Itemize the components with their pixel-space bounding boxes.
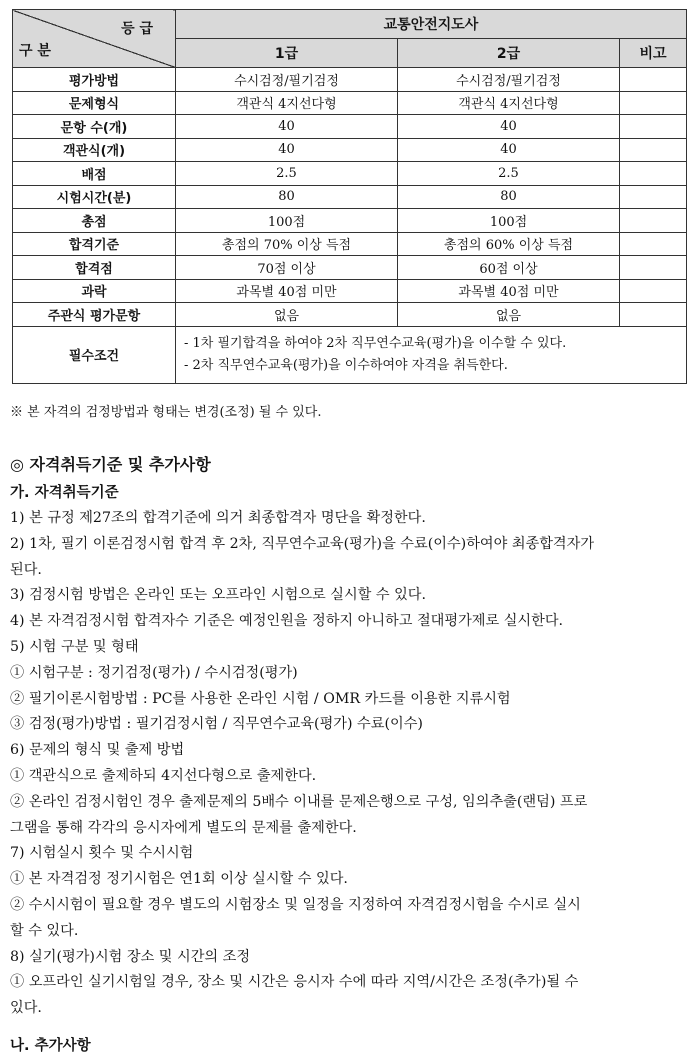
grade-2-cell: 2.5 (398, 162, 620, 186)
list-item: ② 필기이론시험방법 : PC를 사용한 온라인 시험 / OMR 카드를 이용한 지류시험 (10, 690, 511, 707)
row-label: 객관식(개) (13, 138, 176, 162)
grade-2-cell: 100점 (398, 209, 620, 233)
row-label: 배점 (13, 162, 176, 186)
required-condition-line: - 2차 직무연수교육(평가)을 이수하여야 자격을 취득한다. (184, 357, 508, 373)
grade-1-cell: 객관식 4지선다형 (176, 91, 398, 115)
grade-1-cell: 40 (176, 115, 398, 139)
list-item: 1) 본 규정 제27조의 합격기준에 의거 최종합격자 명단을 확정한다. (10, 510, 426, 526)
row-label: 평가방법 (13, 68, 176, 92)
grade-1-cell: 2.5 (176, 162, 398, 186)
table-row (13, 68, 687, 92)
list-item: 할 수 있다. (10, 922, 79, 939)
list-item: ② 수시시험이 필요할 경우 별도의 시험장소 및 일정을 지정하여 자격검정시험을 수시로 실시 (10, 896, 581, 913)
list-item: 된다. (10, 561, 42, 578)
table-row (13, 256, 687, 280)
row-label: 주관식 평가문항 (13, 303, 176, 327)
grade-2-cell: 80 (398, 185, 620, 209)
required-condition-line: - 1차 필기합격을 하여야 2차 직무연수교육(평가)을 이수할 수 있다. (184, 335, 567, 351)
list-item: ① 오프라인 실기시험일 경우, 장소 및 시간은 응시자 수에 따라 지역/시간은 조정(추가)될 수 (10, 974, 579, 991)
qualification-group-header: 교통안전지도사 (176, 10, 687, 39)
category-header-label: 구 분 (19, 43, 51, 59)
grade-1-cell: 총점의 70% 이상 득점 (176, 232, 398, 256)
remarks-header: 비고 (620, 39, 687, 68)
table-row (13, 232, 687, 256)
grade-2-cell: 총점의 60% 이상 득점 (398, 232, 620, 256)
remarks-cell (620, 232, 687, 256)
remarks-cell (620, 162, 687, 186)
table-row (13, 91, 687, 115)
grade-1-cell: 과목별 40점 미만 (176, 279, 398, 303)
grade-1-cell: 70점 이상 (176, 256, 398, 280)
required-conditions-cell (176, 326, 687, 383)
row-label: 합격기준 (13, 232, 176, 256)
grade-2-cell: 수시검정/필기검정 (398, 68, 620, 92)
row-label: 합격점 (13, 256, 176, 280)
list-item: 8) 실기(평가)시험 장소 및 시간의 조정 (10, 948, 251, 965)
table-row (13, 115, 687, 139)
grade-1-cell: 40 (176, 138, 398, 162)
remarks-cell (620, 279, 687, 303)
exam-grade-table (12, 9, 687, 384)
remarks-cell (620, 303, 687, 327)
table-row (13, 303, 687, 327)
grade-1-cell: 수시검정/필기검정 (176, 68, 398, 92)
grade-2-cell: 객관식 4지선다형 (398, 91, 620, 115)
grade-1-cell: 없음 (176, 303, 398, 327)
remarks-cell (620, 68, 687, 92)
list-item: 그램을 통해 각각의 응시자에게 별도의 문제를 출제한다. (10, 819, 357, 836)
grade-1-cell: 100점 (176, 209, 398, 233)
table-row-required (13, 326, 687, 383)
remarks-cell (620, 209, 687, 233)
row-label: 필수조건 (13, 326, 176, 383)
grade-2-header: 2급 (398, 39, 620, 68)
table-row (13, 209, 687, 233)
row-label: 문제형식 (13, 91, 176, 115)
list-item: ① 본 자격검정 정기시험은 연1회 이상 실시할 수 있다. (10, 871, 348, 888)
grade-2-cell: 40 (398, 115, 620, 139)
criteria-list (10, 506, 692, 1022)
remarks-cell (620, 91, 687, 115)
remarks-cell (620, 138, 687, 162)
grade-1-cell: 80 (176, 185, 398, 209)
grade-2-cell: 과목별 40점 미만 (398, 279, 620, 303)
list-item: ① 시험구분 : 정기검정(평가) / 수시검정(평가) (10, 664, 298, 681)
grade-2-cell: 없음 (398, 303, 620, 327)
list-item: ② 온라인 검정시험인 경우 출제문제의 5배수 이내를 문제은행으로 구성, 임의추출(랜덤) 프로 (10, 793, 588, 810)
row-label: 시험시간(분) (13, 185, 176, 209)
subsection-title-b: 나. 추가사항 (10, 1038, 91, 1054)
row-label: 총점 (13, 209, 176, 233)
list-item: 5) 시험 구분 및 형태 (10, 638, 139, 655)
list-item: ① 객관식으로 출제하되 4지선다형으로 출제한다. (10, 767, 317, 784)
grade-1-header: 1급 (176, 39, 398, 68)
row-label: 문항 수(개) (13, 115, 176, 139)
section-title: ◎ 자격취득기준 및 추가사항 (10, 455, 211, 474)
remarks-cell (620, 115, 687, 139)
table-corner-cell (13, 10, 176, 68)
list-item: 4) 본 자격검정시험 합격자수 기준은 예정인원을 정하지 아니하고 절대평가제로 실시한다. (10, 613, 564, 630)
grade-2-cell: 40 (398, 138, 620, 162)
table-note: ※ 본 자격의 검정방법과 형태는 변경(조정) 될 수 있다. (10, 405, 322, 420)
list-item: 있다. (10, 1000, 42, 1017)
list-item: ③ 검정(평가)방법 : 필기검정시험 / 직무연수교육(평가) 수료(이수) (10, 716, 423, 733)
remarks-cell (620, 185, 687, 209)
list-item: 2) 1차, 필기 이론검정시험 합격 후 2차, 직무연수교육(평가)을 수료(이수)하여야 최종합격자가 (10, 535, 595, 552)
table-row (13, 279, 687, 303)
list-item: 7) 시험실시 횟수 및 수시시험 (10, 845, 194, 862)
subsection-title-a: 가. 자격취득기준 (10, 485, 119, 501)
grade-2-cell: 60점 이상 (398, 256, 620, 280)
grade-header-label: 등 급 (121, 21, 153, 37)
row-label: 과락 (13, 279, 176, 303)
list-item: 3) 검정시험 방법은 온라인 또는 오프라인 시험으로 실시할 수 있다. (10, 587, 426, 604)
table-row (13, 162, 687, 186)
list-item: 6) 문제의 형식 및 출제 방법 (10, 742, 185, 759)
table-row (13, 185, 687, 209)
remarks-cell (620, 256, 687, 280)
table-row (13, 138, 687, 162)
